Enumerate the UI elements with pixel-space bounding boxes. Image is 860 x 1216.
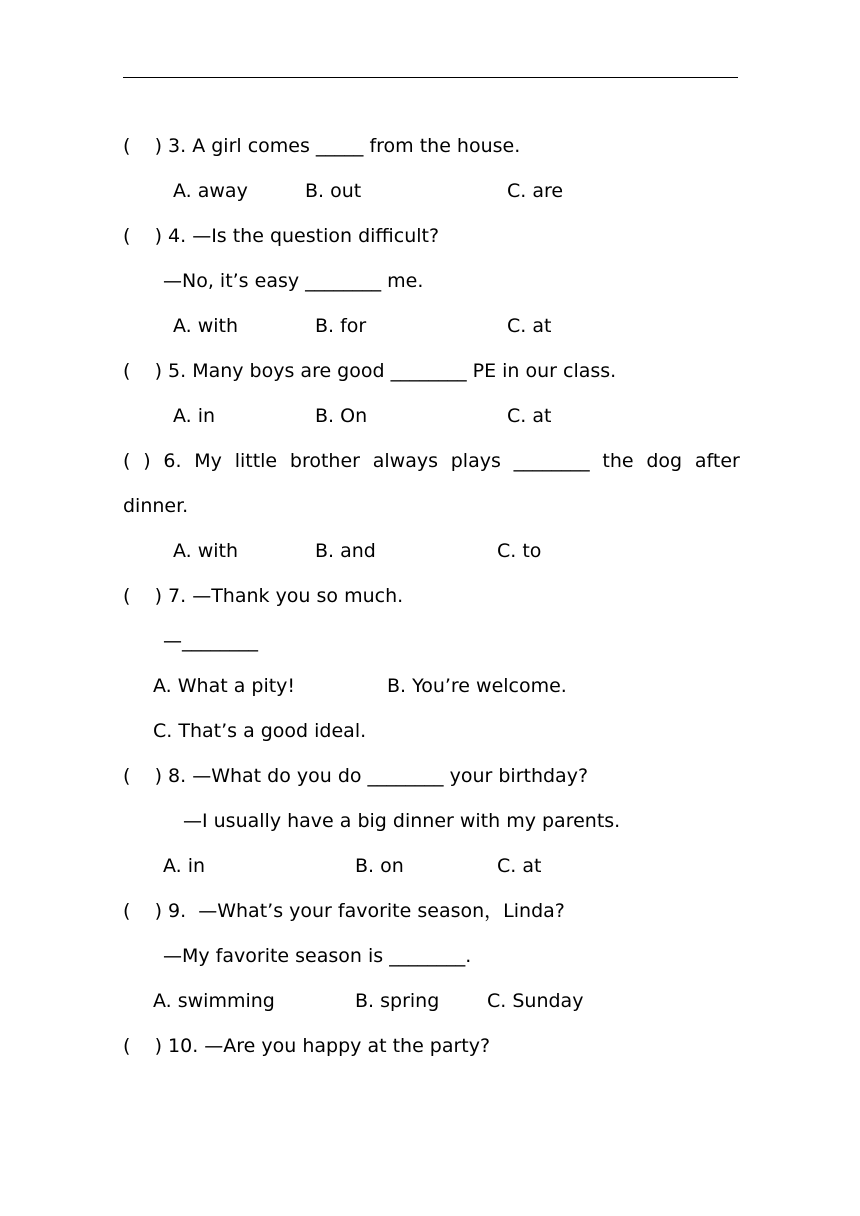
question-3-option-b: B. out: [305, 180, 362, 202]
question-5-option-a: A. in: [173, 405, 216, 427]
question-5-option-b: B. On: [315, 405, 368, 427]
question-7-option-b: B. You’re welcome.: [387, 675, 567, 697]
question-6-word: brother: [289, 450, 360, 472]
question-8-option-c: C. at: [497, 855, 542, 877]
question-6-option-b: B. and: [315, 540, 376, 562]
question-9-stem: ( ) 9. —What’s your favorite season，Linda?: [123, 900, 565, 922]
question-4-stem: ( ) 4. —Is the question difficult?: [123, 225, 440, 247]
question-9-option-c: C. Sunday: [487, 990, 584, 1012]
question-9-option-a: A. swimming: [153, 990, 275, 1012]
question-4-reply: —No, it’s easy ________ me.: [163, 270, 424, 292]
question-9-reply: —My favorite season is ________.: [163, 945, 472, 967]
question-6-word: little: [234, 450, 278, 472]
question-9-option-b: B. spring: [355, 990, 440, 1012]
question-6-stem: [123, 448, 740, 474]
question-6-word: after: [694, 450, 740, 472]
question-7-reply: —________: [163, 630, 258, 652]
question-6-word: plays: [450, 450, 501, 472]
question-5-option-c: C. at: [507, 405, 552, 427]
question-7-option-a: A. What a pity!: [153, 675, 296, 697]
question-8-reply: —I usually have a big dinner with my parents.: [183, 810, 621, 832]
question-6-word: ________: [513, 450, 590, 472]
question-6-word: always: [372, 450, 438, 472]
question-6-option-c: C. to: [497, 540, 542, 562]
question-5-stem: ( ) 5. Many boys are good ________ PE in our class.: [123, 360, 617, 382]
question-8-option-a: A. in: [163, 855, 206, 877]
header-rule: [123, 77, 738, 78]
question-7-option-c: C. That’s a good ideal.: [153, 720, 367, 742]
question-3-stem: ( ) 3. A girl comes _____ from the house.: [123, 135, 521, 157]
question-6-word: dog: [646, 450, 683, 472]
question-6-word: the: [602, 450, 634, 472]
question-6-word: 6.: [163, 450, 182, 472]
question-6-option-a: A. with: [173, 540, 239, 562]
question-8-stem: ( ) 8. —What do you do ________ your birthday?: [123, 765, 589, 787]
question-10-stem: ( ) 10. —Are you happy at the party?: [123, 1035, 491, 1057]
question-7-stem: ( ) 7. —Thank you so much.: [123, 585, 404, 607]
question-6-stem-continued: dinner.: [123, 495, 189, 517]
question-6-word: (: [123, 450, 131, 472]
question-3-option-a: A. away: [173, 180, 248, 202]
question-6-word: ): [143, 450, 151, 472]
question-3-option-c: C. are: [507, 180, 564, 202]
question-6-word: My: [194, 450, 222, 472]
question-4-option-b: B. for: [315, 315, 367, 337]
question-8-option-b: B. on: [355, 855, 404, 877]
question-4-option-a: A. with: [173, 315, 239, 337]
question-4-option-c: C. at: [507, 315, 552, 337]
